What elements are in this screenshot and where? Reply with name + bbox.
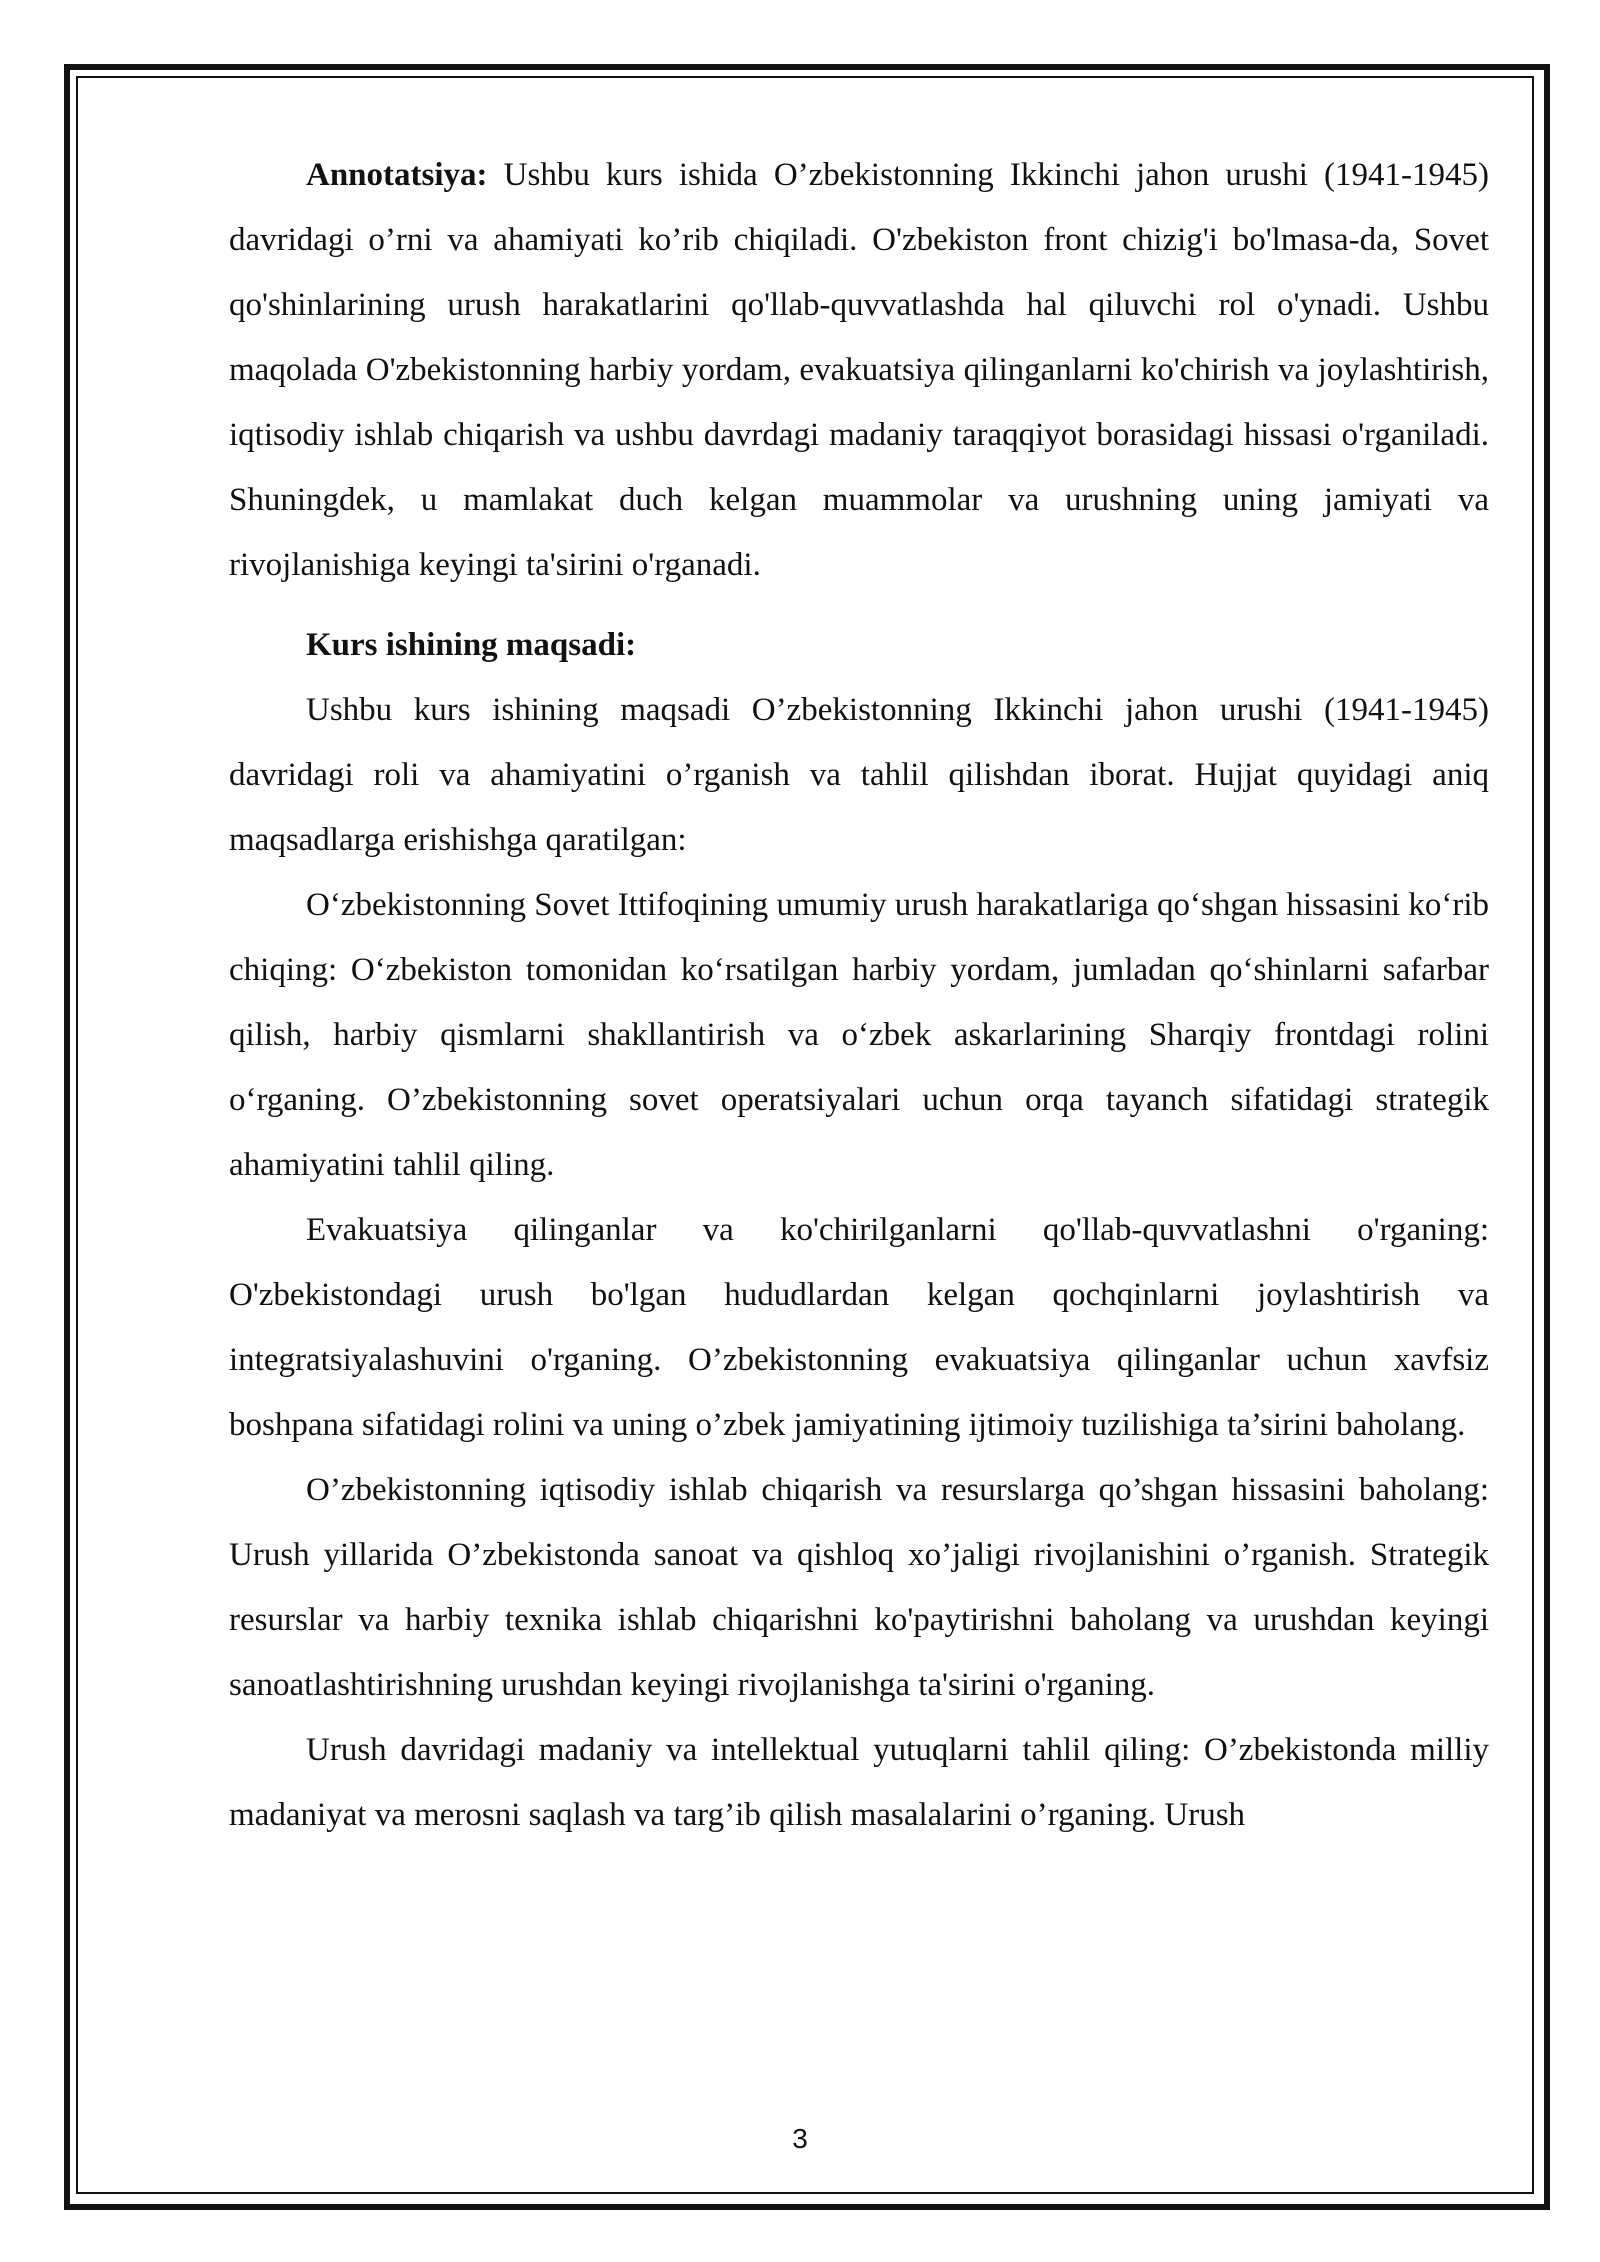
annotation-paragraph bbox=[229, 143, 1489, 598]
body-paragraph-2: O‘zbekistonning Sovet Ittifoqining umumiy urush harakatlariga qo‘shgan hissasini ko‘rib chiqing: O‘zbekiston tomonidan ko‘rsatilgan harbiy yordam, jumladan qo‘shinlarni safarbar qilish, harbiy qismlarni shakllantirish va o‘zbek askarlarining Sharqiy frontdagi rolini o‘rganing. O’zbekistonning sovet operatsiyalari uchun orqa tayanch sifatidagi strategik ahamiyatini tahlil qiling. bbox=[229, 887, 1489, 1183]
page-number: 3 bbox=[792, 2123, 808, 2154]
body-paragraph-1: Ushbu kurs ishining maqsadi O’zbekistonning Ikkinchi jahon urushi (1941-1945) davridagi roli va ahamiyatini o’rganish va tahlil qilishdan iborat. Hujjat quyidagi aniq maqsadlarga erishishga qaratilgan: bbox=[229, 692, 1489, 858]
body-paragraph-3: Evakuatsiya qilinganlar va ko'chirilganlarni qo'llab-quvvatlashni o'rganing: O'zbekistondagi urush bo'lgan hududlardan kelgan qochqinlarni joylashtirish va integratsiyalashuvini o'rganing. O’zbekistonning evakuatsiya qilinganlar uchun xavfsiz boshpana sifatidagi rolini va uning o’zbek jamiyatining ijtimoiy tuzilishiga ta’sirini baholang. bbox=[229, 1212, 1489, 1443]
body-paragraph-5: Urush davridagi madaniy va intellektual yutuqlarni tahlil qiling: O’zbekistonda milliy madaniyat va merosni saqlash va targ’ib qilish masalalarini o’rganing. Urush bbox=[229, 1732, 1489, 1833]
goal-heading: Kurs ishining maqsadi: bbox=[306, 627, 637, 663]
page-content bbox=[229, 143, 1489, 1848]
annotation-label: Annotatsiya: bbox=[306, 157, 488, 193]
annotation-text: Ushbu kurs ishida O’zbekistonning Ikkinchi jahon urushi (1941-1945) davridagi o’rni va ahamiyati ko’rib chiqiladi. O'zbekiston front chizig'i bo'lmasa-da, Sovet qo'shinlarining urush harakatlarini qo'llab-quvvatlashda hal qiluvchi rol o'ynadi. Ushbu maqolada O'zbekistonning harbiy yordam, evakuatsiya qilinganlarni ko'chirish va joylashtirish, iqtisodiy ishlab chiqarish va ushbu davrdagi madaniy taraqqiyot borasidagi hissasi o'rganiladi. Shuningdek, u mamlakat duch kelgan muammolar va urushning uning jamiyati va rivojlanishiga keyingi ta'sirini o'rganadi. bbox=[229, 157, 1489, 583]
body-paragraph-4: O’zbekistonning iqtisodiy ishlab chiqarish va resurslarga qo’shgan hissasini baholang: Urush yillarida O’zbekistonda sanoat va qishloq xo’jaligi rivojlanishini o’rganish. Strategik resurslar va harbiy texnika ishlab chiqarishni ko'paytirishni baholang va urushdan keyingi sanoatlashtirishning urushdan keyingi rivojlanishga ta'sirini o'rganing. bbox=[229, 1472, 1489, 1703]
